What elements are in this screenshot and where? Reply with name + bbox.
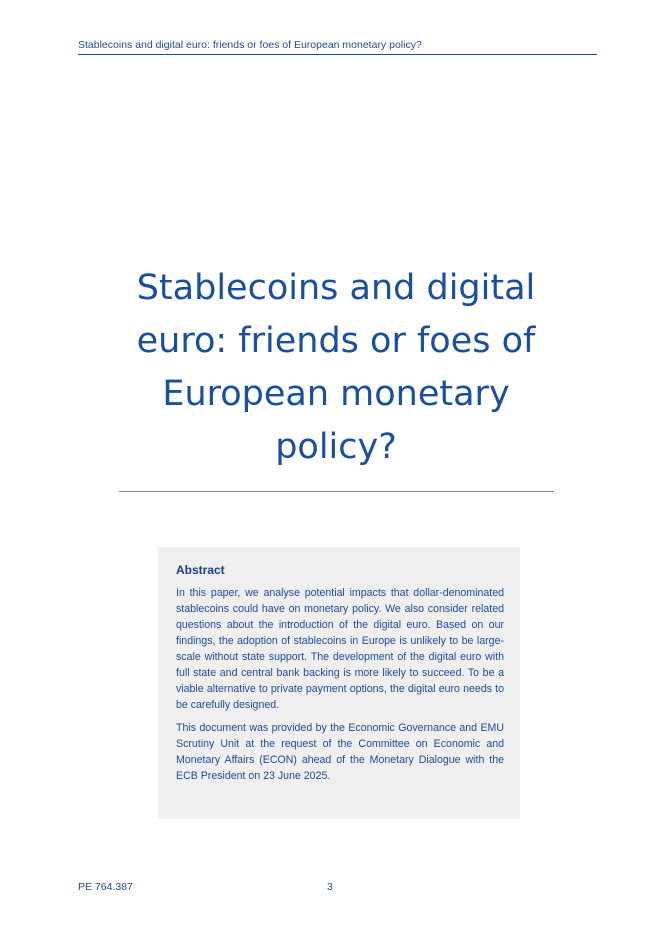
running-header: Stablecoins and digital euro: friends or foes of European monetary policy? <box>78 38 597 55</box>
abstract-heading: Abstract <box>176 563 225 577</box>
document-title: Stablecoins and digital euro: friends or foes of European monetary policy? <box>136 268 536 467</box>
abstract-paragraph-1: In this paper, we analyse potential impacts that dollar-denominated stablecoins could have on monetary policy. We also consider related questions about the introduction of the digital euro. Based on our findings, the adoption of stablecoins in Europe is unlikely to be large-scale without state support. The development of the digital euro with full state and central bank backing is more likely to succeed. To be a viable alternative to private payment options, the digital euro needs to be carefully designed. <box>176 587 504 711</box>
footer-page-number: 3 <box>327 881 333 893</box>
title-divider <box>119 491 554 492</box>
abstract-box <box>158 547 520 819</box>
footer-reference: PE 764.387 <box>78 881 133 893</box>
abstract-paragraph-2: This document was provided by the Economic Governance and EMU Scrutiny Unit at the request of the Committee on Economic and Monetary Affairs (ECON) ahead of the Monetary Dialogue with the ECB President on 23 June 2025. <box>176 722 504 782</box>
